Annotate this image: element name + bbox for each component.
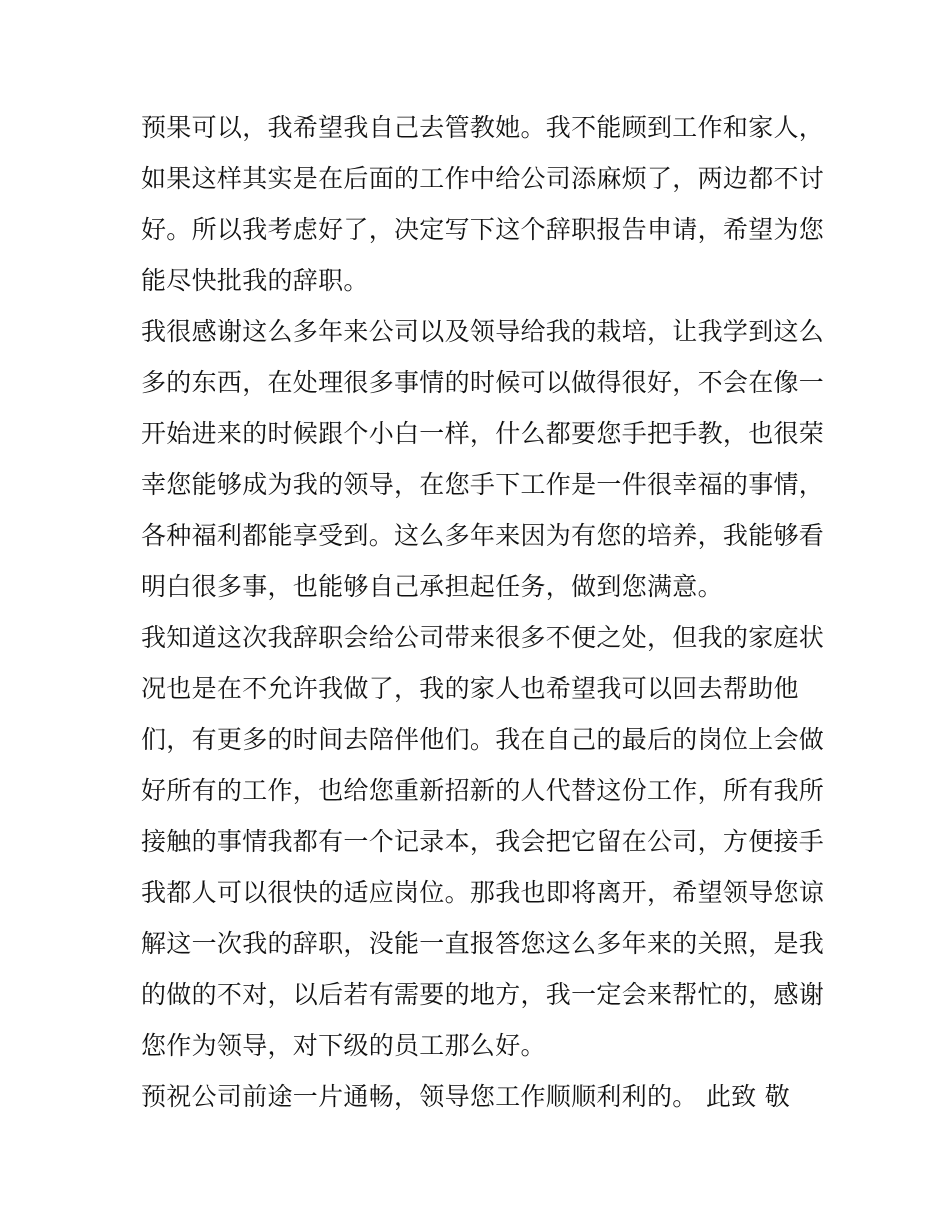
- text-line: 您作为领导，对下级的员工那么好。: [141, 1031, 546, 1060]
- text-line: 预果可以，我希望我自己去管教她。我不能顾到工作和家人，: [141, 113, 825, 142]
- text-line: 好。所以我考虑好了，决定写下这个辞职报告申请，希望为您: [141, 215, 825, 244]
- text-line: 开始进来的时候跟个小白一样，什么都要您手把手教，也很荣: [141, 419, 825, 448]
- text-line: 我都人可以很快的适应岗位。那我也即将离开，希望领导您谅: [141, 878, 825, 907]
- text-line: 我很感谢这么多年来公司以及领导给我的栽培，让我学到这么: [141, 317, 825, 346]
- text-line: 明白很多事，也能够自己承担起任务，做到您满意。: [141, 572, 723, 601]
- text-line: 预祝公司前途一片通畅，领导您工作顺顺利利的。 此致 敬: [141, 1082, 790, 1111]
- text-line: 幸您能够成为我的领导，在您手下工作是一件很幸福的事情，: [141, 470, 825, 499]
- text-line: 们，有更多的时间去陪伴他们。我在自己的最后的岗位上会做: [141, 725, 825, 754]
- text-line: 各种福利都能享受到。这么多年来因为有您的培养，我能够看: [141, 521, 825, 550]
- text-line: 能尽快批我的辞职。: [141, 266, 369, 295]
- text-line: 好所有的工作，也给您重新招新的人代替这份工作，所有我所: [141, 776, 825, 805]
- text-line: 如果这样其实是在后面的工作中给公司添麻烦了，两边都不讨: [141, 164, 825, 193]
- text-line: 我知道这次我辞职会给公司带来很多不便之处，但我的家庭状: [141, 623, 825, 652]
- text-line: 接触的事情我都有一个记录本，我会把它留在公司，方便接手: [141, 827, 825, 856]
- text-line: 的做的不对，以后若有需要的地方，我一定会来帮忙的，感谢: [141, 980, 825, 1009]
- text-line: 多的东西，在处理很多事情的时候可以做得很好，不会在像一: [141, 368, 825, 397]
- text-line: 解这一次我的辞职，没能一直报答您这么多年来的关照，是我: [141, 929, 825, 958]
- text-line: 况也是在不允许我做了，我的家人也希望我可以回去帮助他: [141, 674, 799, 703]
